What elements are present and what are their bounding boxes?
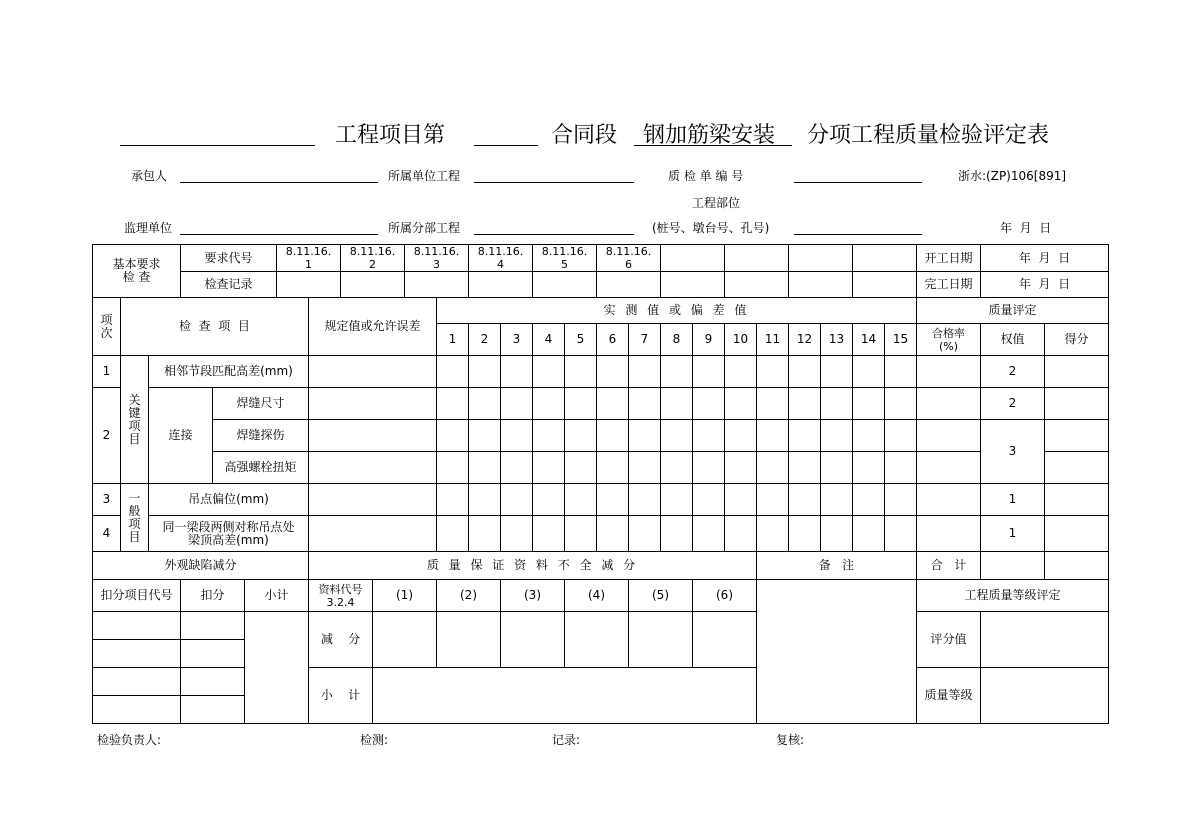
measure-cell[interactable] — [469, 452, 501, 484]
title-item-name: 钢加筋梁安装 — [643, 123, 776, 148]
grade-eval-label: 工程质量等级评定 — [917, 580, 1109, 612]
measure-cell[interactable] — [661, 356, 693, 388]
measure-cell[interactable] — [693, 484, 725, 516]
measure-cell[interactable] — [789, 420, 821, 452]
general-items-label: 一 般 项 目 — [121, 484, 149, 552]
title-project-label: 工程项目第 — [335, 123, 446, 148]
start-date-label: 开工日期 — [917, 245, 981, 272]
item-no: 3 — [93, 484, 121, 516]
score-value-label: 评分值 — [917, 612, 981, 668]
item-no: 4 — [93, 516, 121, 552]
pass-rate-cell[interactable] — [917, 452, 981, 484]
measure-cell[interactable] — [661, 388, 693, 420]
req-code-empty[interactable] — [853, 245, 917, 272]
measure-cell[interactable] — [693, 516, 725, 552]
measure-cell[interactable] — [725, 452, 757, 484]
measure-col-8: 8 — [661, 324, 693, 356]
subtotal-cell[interactable] — [245, 612, 309, 724]
measure-cell[interactable] — [629, 516, 661, 552]
measure-cell[interactable] — [853, 484, 885, 516]
doc-col-6: (6) — [693, 580, 757, 612]
measure-cell[interactable] — [533, 452, 565, 484]
doc-col-2: (2) — [437, 580, 501, 612]
measure-cell[interactable] — [533, 388, 565, 420]
measure-cell[interactable] — [629, 452, 661, 484]
item-name: 相邻节段匹配高差(mm) — [149, 356, 309, 388]
measure-cell[interactable] — [501, 420, 533, 452]
req-code-label: 要求代号 — [181, 245, 277, 272]
check-record-cell[interactable] — [469, 272, 533, 298]
spec-cell[interactable] — [309, 452, 437, 484]
grade-label: 质量等级 — [917, 668, 981, 724]
deduct-cell[interactable] — [181, 640, 245, 668]
measure-cell[interactable] — [533, 516, 565, 552]
measure-cell[interactable] — [853, 452, 885, 484]
unit-project-field[interactable] — [474, 182, 634, 183]
check-record-cell[interactable] — [533, 272, 597, 298]
check-record-cell[interactable] — [405, 272, 469, 298]
item-sub-name: 焊缝尺寸 — [213, 388, 309, 420]
measure-cell[interactable] — [661, 484, 693, 516]
reduce-cell[interactable] — [629, 612, 693, 668]
spec-cell[interactable] — [309, 356, 437, 388]
reduce-cell[interactable] — [501, 612, 565, 668]
spec-cell[interactable] — [309, 484, 437, 516]
measure-cell[interactable] — [725, 484, 757, 516]
pass-rate-cell[interactable] — [917, 388, 981, 420]
check-record-cell[interactable] — [597, 272, 661, 298]
item-no-header: 项 次 — [93, 298, 121, 356]
doc-code-label: 资料代号 3.2.4 — [309, 580, 373, 612]
measure-cell[interactable] — [885, 356, 917, 388]
doc-col-4: (4) — [565, 580, 629, 612]
appearance-deduct-label: 外观缺陷减分 — [93, 552, 309, 580]
check-record-cell[interactable] — [789, 272, 853, 298]
pass-rate-cell[interactable] — [917, 420, 981, 452]
table-row — [93, 420, 1109, 452]
form-code: 浙水:(ZP)106[891] — [958, 169, 1067, 183]
total-label: 合 计 — [917, 552, 981, 580]
inspection-no-label: 质 检 单 编 号 — [668, 169, 744, 183]
measure-cell[interactable] — [661, 516, 693, 552]
measure-col-12: 12 — [789, 324, 821, 356]
measure-cell[interactable] — [693, 388, 725, 420]
measure-cell[interactable] — [565, 420, 597, 452]
table-row — [93, 484, 1109, 516]
measure-col-14: 14 — [853, 324, 885, 356]
measure-cell[interactable] — [437, 484, 469, 516]
req-code-empty[interactable] — [725, 245, 789, 272]
measure-col-3: 3 — [501, 324, 533, 356]
measure-cell[interactable] — [757, 452, 789, 484]
reduce-cell[interactable] — [373, 612, 437, 668]
req-code-6: 8.11.16. 6 — [597, 245, 661, 272]
measure-cell[interactable] — [565, 484, 597, 516]
deduct-code-cell[interactable] — [93, 612, 181, 640]
measure-col-5: 5 — [565, 324, 597, 356]
measure-cell[interactable] — [565, 356, 597, 388]
measure-col-15: 15 — [885, 324, 917, 356]
check-record-cell[interactable] — [853, 272, 917, 298]
req-code-2: 8.11.16. 2 — [341, 245, 405, 272]
item-sub-name: 高强螺栓扭矩 — [213, 452, 309, 484]
subtotal-label: 小计 — [245, 580, 309, 612]
tester-label: 检测: — [360, 733, 389, 747]
deduct-label: 扣分 — [181, 580, 245, 612]
pass-rate-header: 合格率 (%) — [917, 324, 981, 356]
measure-cell[interactable] — [853, 516, 885, 552]
reduce-cell[interactable] — [565, 612, 629, 668]
measure-cell[interactable] — [885, 420, 917, 452]
measure-cell[interactable] — [629, 484, 661, 516]
item-name: 同一梁段两侧对称吊点处 梁顶高差(mm) — [149, 516, 309, 552]
spec-cell[interactable] — [309, 516, 437, 552]
remarks-label: 备 注 — [757, 552, 917, 580]
deduct-cell[interactable] — [181, 668, 245, 696]
req-code-empty[interactable] — [661, 245, 725, 272]
measure-cell[interactable] — [757, 484, 789, 516]
table-row — [93, 388, 1109, 420]
measure-cell[interactable] — [533, 420, 565, 452]
basic-req-label: 基本要求 检 查 — [93, 245, 181, 298]
measure-cell[interactable] — [821, 484, 853, 516]
doc-col-1: (1) — [373, 580, 437, 612]
measure-col-13: 13 — [821, 324, 853, 356]
total-cell[interactable] — [981, 552, 1045, 580]
measure-cell[interactable] — [885, 484, 917, 516]
quality-eval-header: 质量评定 — [917, 298, 1109, 324]
req-code-empty[interactable] — [789, 245, 853, 272]
title-form-name: 分项工程质量检验评定表 — [807, 123, 1050, 148]
supervisor-field[interactable] — [180, 234, 378, 235]
measure-cell[interactable] — [789, 516, 821, 552]
small-total-label: 小 计 — [309, 668, 373, 724]
part-field[interactable] — [794, 234, 922, 235]
measure-cell[interactable] — [757, 356, 789, 388]
doc-col-5: (5) — [629, 580, 693, 612]
req-code-1: 8.11.16. 1 — [277, 245, 341, 272]
doc-col-3: (3) — [501, 580, 565, 612]
measure-col-6: 6 — [597, 324, 629, 356]
score-cell[interactable] — [1045, 388, 1109, 420]
measure-cell[interactable] — [597, 452, 629, 484]
measure-cell[interactable] — [437, 452, 469, 484]
req-code-5: 8.11.16. 5 — [533, 245, 597, 272]
supervisor-label: 监理单位 — [124, 221, 173, 235]
item-group: 连接 — [149, 388, 213, 484]
item-no: 2 — [93, 388, 121, 484]
measure-cell[interactable] — [629, 388, 661, 420]
measure-cell[interactable] — [501, 356, 533, 388]
small-total-cell[interactable] — [373, 668, 757, 724]
quality-docs-label: 质 量 保 证 资 料 不 全 减 分 — [309, 552, 757, 580]
measure-cell[interactable] — [597, 388, 629, 420]
measure-cell[interactable] — [501, 516, 533, 552]
measure-cell[interactable] — [821, 516, 853, 552]
measure-cell[interactable] — [853, 388, 885, 420]
measure-cell[interactable] — [469, 356, 501, 388]
item-sub-name: 焊缝探伤 — [213, 420, 309, 452]
score-cell[interactable] — [1045, 356, 1109, 388]
measure-cell[interactable] — [885, 516, 917, 552]
measure-cell[interactable] — [693, 452, 725, 484]
measure-cell[interactable] — [789, 452, 821, 484]
reduce-cell[interactable] — [437, 612, 501, 668]
end-date-label: 完工日期 — [917, 272, 981, 298]
item-no: 1 — [93, 356, 121, 388]
sub-project-label: 所属分部工程 — [388, 221, 461, 235]
measure-cell[interactable] — [693, 420, 725, 452]
measure-cell[interactable] — [565, 388, 597, 420]
key-items-label: 关 键 项 目 — [121, 356, 149, 484]
title-blank-contract[interactable] — [474, 145, 538, 146]
measure-cell[interactable] — [789, 388, 821, 420]
weight-value: 1 — [981, 516, 1045, 552]
score-cell[interactable] — [1045, 484, 1109, 516]
start-date-value[interactable]: 年 月 日 — [981, 245, 1109, 272]
measure-cell[interactable] — [885, 452, 917, 484]
measure-col-4: 4 — [533, 324, 565, 356]
measure-col-7: 7 — [629, 324, 661, 356]
measure-cell[interactable] — [437, 516, 469, 552]
measure-cell[interactable] — [725, 516, 757, 552]
reviewer-label: 复核: — [776, 733, 805, 747]
measure-cell[interactable] — [821, 452, 853, 484]
deduct-cell[interactable] — [181, 696, 245, 724]
measure-cell[interactable] — [853, 356, 885, 388]
measure-cell[interactable] — [597, 484, 629, 516]
measure-cell[interactable] — [629, 420, 661, 452]
deduct-cell[interactable] — [181, 612, 245, 640]
measure-cell[interactable] — [725, 420, 757, 452]
score-cell[interactable] — [1045, 452, 1109, 484]
measure-cell[interactable] — [469, 484, 501, 516]
pass-rate-cell[interactable] — [917, 516, 981, 552]
measure-col-1: 1 — [437, 324, 469, 356]
table-row — [93, 356, 1109, 388]
measure-cell[interactable] — [661, 452, 693, 484]
check-record-cell[interactable] — [725, 272, 789, 298]
req-code-3: 8.11.16. 3 — [405, 245, 469, 272]
recorder-label: 记录: — [552, 733, 581, 747]
spec-cell[interactable] — [309, 388, 437, 420]
weight-value: 2 — [981, 388, 1045, 420]
measured-header: 实 测 值 或 偏 差 值 — [437, 298, 917, 324]
check-record-cell[interactable] — [277, 272, 341, 298]
item-name: 吊点偏位(mm) — [149, 484, 309, 516]
measure-cell[interactable] — [853, 420, 885, 452]
part-label: 工程部位 — [692, 196, 741, 210]
measure-col-11: 11 — [757, 324, 789, 356]
deduct-code-cell[interactable] — [93, 668, 181, 696]
measure-cell[interactable] — [597, 420, 629, 452]
measure-cell[interactable] — [565, 516, 597, 552]
inspector-label: 检验负责人: — [97, 733, 162, 747]
measure-cell[interactable] — [757, 516, 789, 552]
deduct-code-cell[interactable] — [93, 696, 181, 724]
measure-cell[interactable] — [437, 388, 469, 420]
measure-cell[interactable] — [885, 388, 917, 420]
check-item-header: 检 查 项 目 — [121, 298, 309, 356]
sub-project-field[interactable] — [474, 234, 634, 235]
pile-note: (桩号、墩台号、孔号) — [652, 221, 770, 235]
weight-value: 2 — [981, 356, 1045, 388]
weight-header: 权值 — [981, 324, 1045, 356]
header-date: 年 月 日 — [1000, 221, 1052, 235]
weight-value: 3 — [981, 420, 1045, 484]
measure-cell[interactable] — [501, 484, 533, 516]
check-record-label: 检查记录 — [181, 272, 277, 298]
score-cell[interactable] — [1045, 420, 1109, 452]
measure-cell[interactable] — [437, 420, 469, 452]
table-row — [93, 516, 1109, 552]
measure-cell[interactable] — [789, 484, 821, 516]
measure-cell[interactable] — [821, 388, 853, 420]
measure-cell[interactable] — [469, 516, 501, 552]
grade-cell[interactable] — [981, 668, 1109, 724]
measure-cell[interactable] — [533, 484, 565, 516]
reduce-cell[interactable] — [693, 612, 757, 668]
title-contract-label: 合同段 — [551, 123, 618, 148]
contractor-field[interactable] — [180, 182, 378, 183]
score-header: 得分 — [1045, 324, 1109, 356]
measure-cell[interactable] — [629, 356, 661, 388]
table-row — [93, 452, 1109, 484]
measure-cell[interactable] — [789, 356, 821, 388]
measure-cell[interactable] — [565, 452, 597, 484]
inspection-table — [92, 244, 1109, 724]
measure-cell[interactable] — [821, 356, 853, 388]
measure-cell[interactable] — [501, 452, 533, 484]
measure-col-9: 9 — [693, 324, 725, 356]
measure-cell[interactable] — [597, 516, 629, 552]
spec-header: 规定值或允许误差 — [309, 298, 437, 356]
pass-rate-cell[interactable] — [917, 484, 981, 516]
measure-cell[interactable] — [757, 420, 789, 452]
title-item-underline — [634, 145, 792, 146]
contractor-label: 承包人 — [131, 169, 168, 183]
measure-cell[interactable] — [469, 420, 501, 452]
title-blank-project[interactable] — [120, 145, 315, 146]
spec-cell[interactable] — [309, 420, 437, 452]
req-code-4: 8.11.16. 4 — [469, 245, 533, 272]
end-date-value[interactable]: 年 月 日 — [981, 272, 1109, 298]
measure-col-10: 10 — [725, 324, 757, 356]
measure-cell[interactable] — [501, 388, 533, 420]
deduct-code-label: 扣分项目代号 — [93, 580, 181, 612]
score-cell[interactable] — [1045, 516, 1109, 552]
check-record-cell[interactable] — [661, 272, 725, 298]
unit-project-label: 所属单位工程 — [388, 169, 461, 183]
weight-value: 1 — [981, 484, 1045, 516]
measure-cell[interactable] — [757, 388, 789, 420]
pass-rate-cell[interactable] — [917, 356, 981, 388]
measure-cell[interactable] — [693, 356, 725, 388]
remarks-cell[interactable] — [757, 580, 917, 724]
measure-cell[interactable] — [597, 356, 629, 388]
measure-col-2: 2 — [469, 324, 501, 356]
reduce-label: 减 分 — [309, 612, 373, 668]
total-cell[interactable] — [1045, 552, 1109, 580]
measure-cell[interactable] — [821, 420, 853, 452]
inspection-no-field[interactable] — [794, 182, 922, 183]
measure-cell[interactable] — [437, 356, 469, 388]
check-record-cell[interactable] — [341, 272, 405, 298]
measure-cell[interactable] — [469, 388, 501, 420]
measure-cell[interactable] — [725, 356, 757, 388]
measure-cell[interactable] — [725, 388, 757, 420]
measure-cell[interactable] — [533, 356, 565, 388]
deduct-code-cell[interactable] — [93, 640, 181, 668]
score-value-cell[interactable] — [981, 612, 1109, 668]
measure-cell[interactable] — [661, 420, 693, 452]
